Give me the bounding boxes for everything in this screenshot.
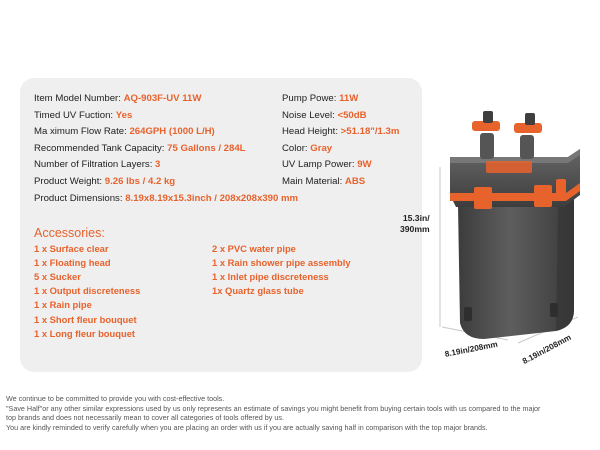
spec-tank-capacity: Recommended Tank Capacity: 75 Gallons / 284L: [34, 143, 246, 154]
canister-filter-illustration: [428, 95, 600, 390]
accessories-title: Accessories:: [34, 226, 105, 240]
accessory-item: 1 x Short fleur bouquet: [34, 314, 137, 325]
spec-product-weight: Product Weight: 9.26 lbs / 4.2 kg: [34, 176, 176, 187]
spec-noise-level: Noise Level: <50dB: [282, 110, 367, 121]
height-dimension-label: 15.3in/ 390mm: [400, 213, 430, 234]
accessory-item: 1x Quartz glass tube: [212, 285, 304, 296]
spec-product-dimensions: Product Dimensions: 8.19x8.19x15.3inch / 208x208x390 mm: [34, 193, 299, 204]
inlet-valve: [480, 133, 494, 159]
depth-dimension-label: 8.19in/208mm: [521, 332, 573, 366]
accessory-item: 2 x PVC water pipe: [212, 243, 296, 254]
accessory-item: 1 x Long fleur bouquet: [34, 328, 136, 339]
spec-uv-lamp-power: UV Lamp Power: 9W: [282, 159, 372, 170]
spec-main-material: Main Material: ABS: [282, 176, 366, 187]
disclaimer-text: We continue to be committed to provide you with cost-effective tools. "Save Half"or any other similar expressions used by us only represents an estimate of savings you might benefit from buying certain tools with us compared to the major top brands and does not necessarily mean to cover all categories of tools offered by us. You are kindly reminded to verify carefully when you are placing an order with us if you are actually saving half in comparison with the top major brands.: [6, 394, 541, 432]
spec-pump-power: Pump Powe: 11W: [282, 93, 359, 104]
spec-filtration-layers: Number of Filtration Layers: 3: [34, 159, 161, 170]
accessory-item: 1 x Rain shower pipe assembly: [212, 257, 351, 268]
accessory-item: 1 x Floating head: [34, 257, 111, 268]
accessory-item: 1 x Output discreteness: [34, 285, 141, 296]
width-dimension-label: 8.19in/208mm: [444, 339, 499, 359]
spec-max-flow-rate: Ma ximum Flow Rate: 264GPH (1000 L/H): [34, 126, 215, 137]
lid-latch: [534, 185, 552, 207]
accessory-item: 5 x Sucker: [34, 271, 81, 282]
accessory-item: 1 x Rain pipe: [34, 299, 92, 310]
spec-model-number: Item Model Number: AQ-903F-UV 11W: [34, 93, 202, 104]
spec-timed-uv: Timed UV Fuction: Yes: [34, 110, 133, 121]
outlet-valve: [520, 135, 534, 159]
lid-latch: [474, 187, 492, 209]
spec-color: Color: Gray: [282, 143, 333, 154]
spec-head-height: Head Height: >51.18"/1.3m: [282, 126, 400, 137]
accessory-item: 1 x Surface clear: [34, 243, 109, 254]
accessory-item: 1 x Inlet pipe discreteness: [212, 271, 329, 282]
